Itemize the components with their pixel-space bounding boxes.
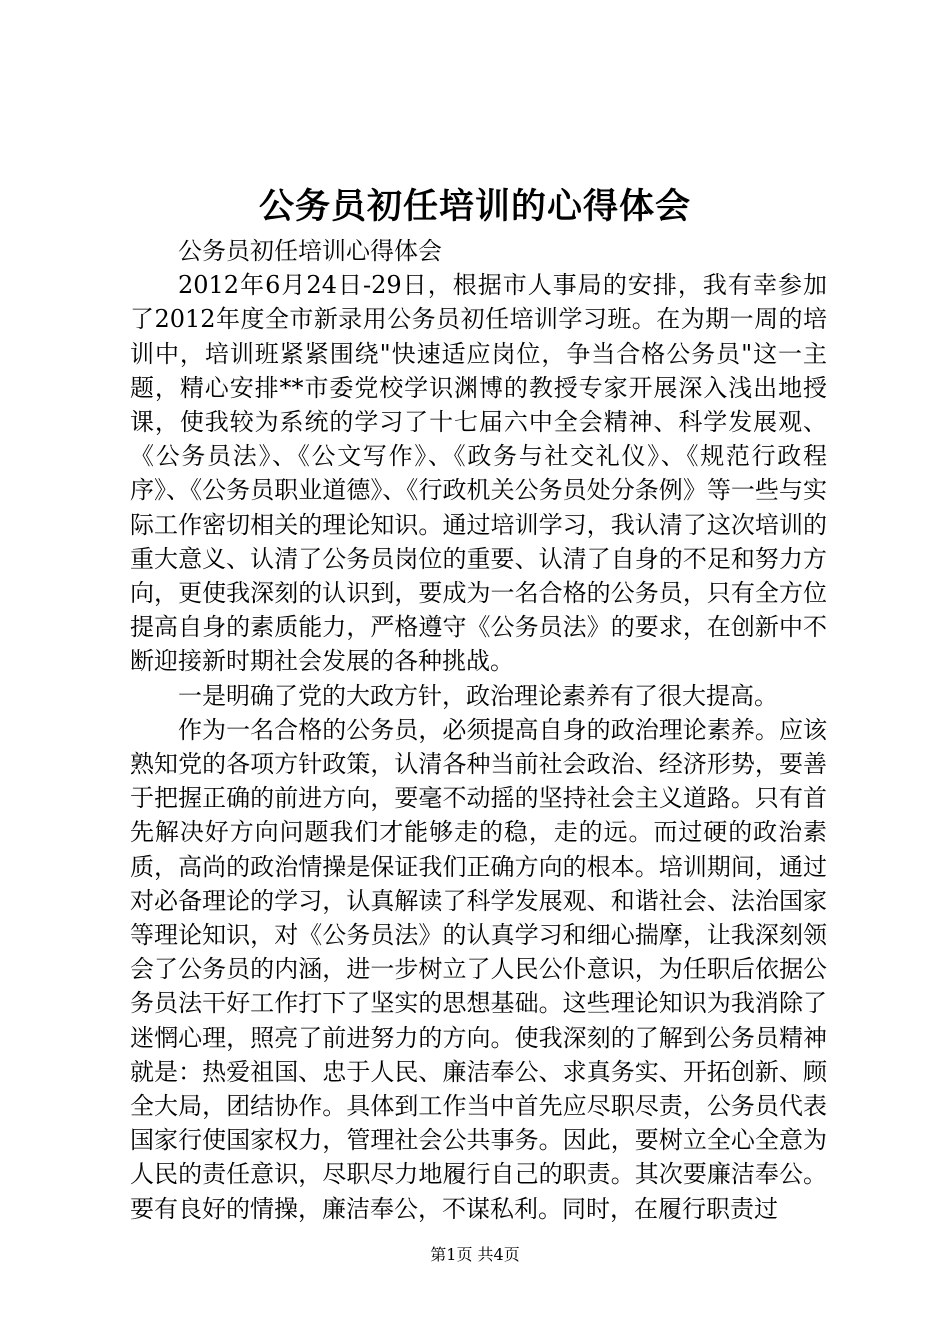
paragraph-subtitle: 公务员初任培训心得体会 <box>178 237 442 265</box>
page-footer: 第1页 共4页 <box>430 1245 520 1264</box>
document-title: 公务员初任培训的心得体会 <box>258 186 691 227</box>
paragraph-intro: 2012年6月24日-29日，根据市人事局的安排，我有幸参加了2012年度全市新录用公务员初任培训学习班。在为期一周的培训中，培训班紧紧围绕"快速适应岗位，争当合格公务员"这一主题，精心安排**市委党校学识渊博的教授专家开展深入浅出地授课，使我较为系统的学习了十七届六中全会精神、科学发展观、《公务员法》、《公文写作》、《政务与社交礼仪》、《规范行政程序》、《公务员职业道德》、《行政机关公务员处分条例》等一些与实际工作密切相关的理论知识。通过培训学习，我认清了这次培训的重大意义、认清了公务员岗位的重要、认清了自身的不足和努力方向，更使我深刻的认识到，要成为一名合格的公务员，只有全方位提高自身的素质能力，严格遵守《公务员法》的要求，在创新中不断迎接新时期社会发展的各种挑战。 <box>130 271 827 676</box>
paragraph-body: 作为一名合格的公务员，必须提高自身的政治理论素养。应该熟知党的各项方针政策，认清各种当前社会政治、经济形势，要善于把握正确的前进方向，要毫不动摇的坚持社会主义道路。只有首先解决好方向问题我们才能够走的稳，走的远。而过硬的政治素质，高尚的政治情操是保证我们正确方向的根本。培训期间，通过对必备理论的学习，认真解读了科学发展观、和谐社会、法治国家等理论知识，对《公务员法》的认真学习和细心揣摩，让我深刻领会了公务员的内涵，进一步树立了人民公仆意识，为任职后依据公务员法干好工作打下了坚实的思想基础。这些理论知识为我消除了迷惘心理，照亮了前进努力的方向。使我深刻的了解到公务员精神就是：热爱祖国、忠于人民、廉洁奉公、求真务实、开拓创新、顾全大局，团结协作。具体到工作当中首先应尽职尽责，公务员代表国家行使国家权力，管理社会公共事务。因此，要树立全心全意为人民的责任意识，尽职尽力地履行自己的职责。其次要廉洁奉公。要有良好的情操，廉洁奉公，不谋私利。同时，在履行职责过 <box>130 715 827 1223</box>
paragraph-heading-one: 一是明确了党的大政方针，政治理论素养有了很大提高。 <box>178 681 778 710</box>
document-body <box>130 234 827 1226</box>
